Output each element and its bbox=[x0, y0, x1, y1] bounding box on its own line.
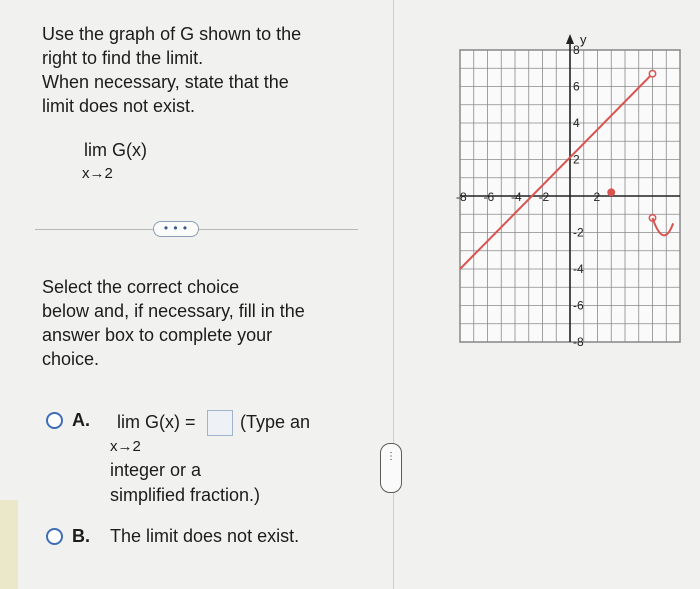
y-tick-label: 2 bbox=[573, 152, 580, 167]
option-b-text: The limit does not exist. bbox=[110, 526, 300, 546]
option-b-letter: B. bbox=[72, 526, 90, 546]
instruction-line: choice. bbox=[42, 349, 100, 369]
limit-expression: lim G(x) bbox=[84, 140, 147, 160]
option-a-subscript: x→2 bbox=[110, 438, 141, 455]
option-a-hint: (Type an bbox=[240, 412, 311, 432]
option-b-radio[interactable] bbox=[46, 528, 63, 545]
answer-input[interactable] bbox=[207, 410, 233, 436]
panel-resize-handle[interactable]: ⋮ bbox=[380, 443, 402, 493]
instruction-line: answer box to complete your bbox=[42, 325, 273, 345]
question-text bbox=[42, 22, 362, 118]
option-a-expression: lim G(x) = bbox=[117, 412, 196, 432]
question-line: When necessary, state that the bbox=[42, 72, 289, 92]
option-a-hint: integer or a bbox=[110, 460, 202, 480]
y-tick-label: -6 bbox=[573, 298, 584, 313]
open-endpoint bbox=[649, 71, 655, 77]
option-a-radio[interactable] bbox=[46, 412, 63, 429]
question-line: limit does not exist. bbox=[42, 96, 196, 116]
y-tick-label: -4 bbox=[573, 262, 584, 276]
instruction-text bbox=[42, 275, 362, 371]
instruction-line: Select the correct choice bbox=[42, 277, 240, 297]
x-tick-label: 2 bbox=[593, 190, 601, 204]
x-tick-label: -4 bbox=[511, 190, 522, 204]
x-tick-label: -6 bbox=[483, 190, 495, 204]
y-tick-label: 4 bbox=[573, 116, 580, 130]
question-line: right to find the limit. bbox=[42, 48, 204, 68]
y-tick-label: -8 bbox=[573, 335, 584, 349]
x-tick-label: -8 bbox=[456, 190, 467, 204]
filled-point bbox=[608, 189, 614, 195]
y-tick-label: 8 bbox=[573, 43, 580, 57]
more-button[interactable]: • • • bbox=[153, 221, 199, 237]
y-axis-label: y bbox=[580, 32, 587, 47]
option-a-letter: A. bbox=[72, 410, 90, 430]
question-line: Use the graph of G shown to the bbox=[42, 24, 302, 44]
limit-subscript: x→2 bbox=[82, 165, 113, 182]
option-a-hint: simplified fraction.) bbox=[110, 485, 261, 505]
y-tick-label: 6 bbox=[573, 79, 580, 94]
y-tick-label: -2 bbox=[573, 225, 584, 240]
instruction-line: below and, if necessary, fill in the bbox=[42, 301, 305, 321]
x-tick-label: -2 bbox=[538, 190, 550, 204]
graph-of-g bbox=[456, 30, 682, 352]
left-edge-strip bbox=[0, 500, 18, 589]
